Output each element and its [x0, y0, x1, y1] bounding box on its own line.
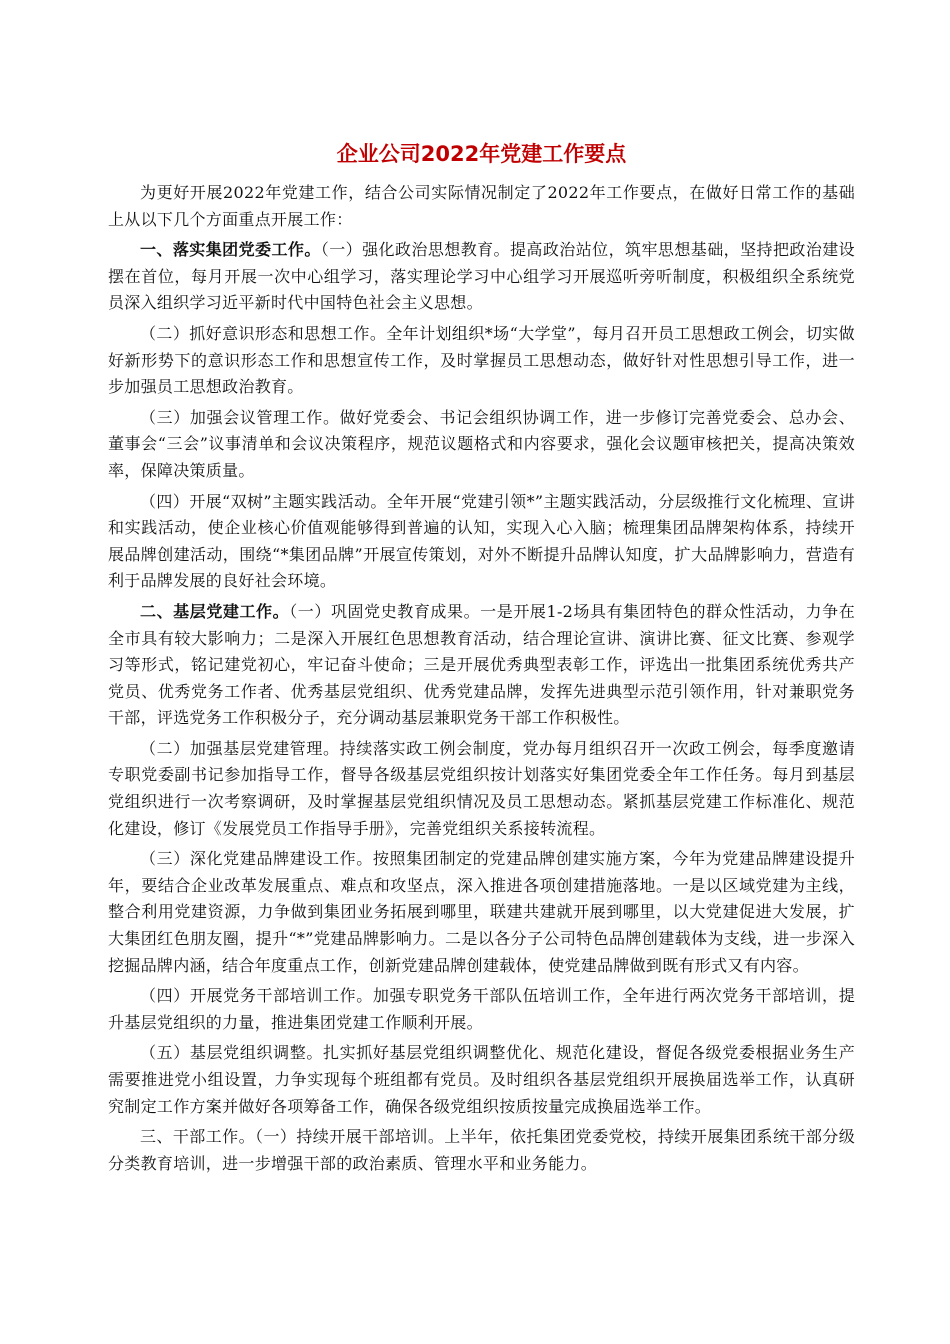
- section-2-item-4: （四）开展党务干部培训工作。加强专职党务干部队伍培训工作，全年进行两次党务干部培训，提升基层党组织的力量，推进集团党建工作顺利开展。: [108, 986, 855, 1032]
- section-2-paragraph: [108, 599, 855, 732]
- document-title: 企业公司2022年党建工作要点: [336, 142, 627, 166]
- section-1-item-2: （二）抓好意识形态和思想工作。全年计划组织*场“大学堂”，每月召开员工思想政工例会，切实做好新形势下的意识形态工作和思想宣传工作，及时掌握员工思想动态，做好针对性思想引导工作，进一步加强员工思想政治教育。: [108, 323, 855, 397]
- intro-paragraph: 为更好开展2022年党建工作，结合公司实际情况制定了2022年工作要点，在做好日常工作的基础上从以下几个方面重点开展工作：: [108, 183, 855, 229]
- section-1-heading: 一、落实集团党委工作。: [140, 240, 321, 260]
- section-2-item-2: （二）加强基层党建管理。持续落实政工例会制度，党办每月组织召开一次政工例会，每季度邀请专职党委副书记参加指导工作，督导各级基层党组织按计划落实好集团党委全年工作任务。每月到基层党组织进行一次考察调研，及时掌握基层党组织情况及员工思想动态。紧抓基层党建工作标准化、规范化建设，修订《发展党员工作指导手册》，完善党组织关系接转流程。: [108, 738, 855, 838]
- section-1-item-1: （一）强化政治思想教育。提高政治站位，筑牢思想基础，坚持把政治建设摆在首位，每月开展一次中心组学习，落实理论学习中心组学习开展巡听旁听制度，积极组织全系统党员深入组织学习近平新时代中国特色社会主义思想。: [108, 240, 855, 313]
- section-2-item-1: （一）巩固党史教育成果。一是开展1-2场具有集团特色的群众性活动，力争在全市具有较大影响力；二是深入开展红色思想教育活动，结合理论宣讲、演讲比赛、征文比赛、参观学习等形式，铭记建党初心，牢记奋斗使命；三是开展优秀典型表彰工作，评选出一批集团系统优秀共产党员、优秀党务工作者、优秀基层党组织、优秀党建品牌，发挥先进典型示范引领作用，针对兼职党务干部，评选党务工作积极分子，充分调动基层兼职党务干部工作积极性。: [108, 601, 855, 728]
- section-2-item-5: （五）基层党组织调整。扎实抓好基层党组织调整优化、规范化建设，督促各级党委根据业务生产需要推进党小组设置，力争实现每个班组都有党员。及时组织各基层党组织开展换届选举工作，认真研究制定工作方案并做好各项筹备工作，确保各级党组织按质按量完成换届选举工作。: [108, 1043, 855, 1116]
- section-1-item-4: （四）开展“双树”主题实践活动。全年开展“党建引领*”主题实践活动，分层级推行文化梳理、宣讲和实践活动，使企业核心价值观能够得到普遍的认知，实现入心入脑；梳理集团品牌架构体系，持续开展品牌创建活动，围绕“*集团品牌”开展宣传策划，对外不断提升品牌认知度，扩大品牌影响力，营造有利于品牌发展的良好社会环境。: [108, 491, 855, 591]
- section-2-heading: 二、基层党建工作。: [140, 601, 290, 621]
- section-2-item-3: （三）深化党建品牌建设工作。按照集团制定的党建品牌创建实施方案，今年为党建品牌建设提升年，要结合企业改革发展重点、难点和攻坚点，深入推进各项创建措施落地。一是以区域党建为主线，整合利用党建资源，力争做到集团业务拓展到哪里，联建共建就开展到哪里，以大党建促进大发展，扩大集团红色朋友圈，提升“*”党建品牌影响力。二是以各分子公司特色品牌创建载体为支线，进一步深入挖掘品牌内涵，结合年度重点工作，创新党建品牌创建载体，使党建品牌做到既有形式又有内容。: [108, 849, 855, 975]
- section-1-paragraph: [108, 237, 855, 317]
- section-1-item-3: （三）加强会议管理工作。做好党委会、书记会组织协调工作，进一步修订完善党委会、总办会、董事会“三会”议事清单和会议决策程序，规范议题格式和内容要求，强化会议题审核把关，提高决策效率，保障决策质量。: [108, 407, 855, 480]
- section-3-paragraph: 三、干部工作。（一）持续开展干部培训。上半年，依托集团党委党校，持续开展集团系统干部分级分类教育培训，进一步增强干部的政治素质、管理水平和业务能力。: [108, 1127, 855, 1173]
